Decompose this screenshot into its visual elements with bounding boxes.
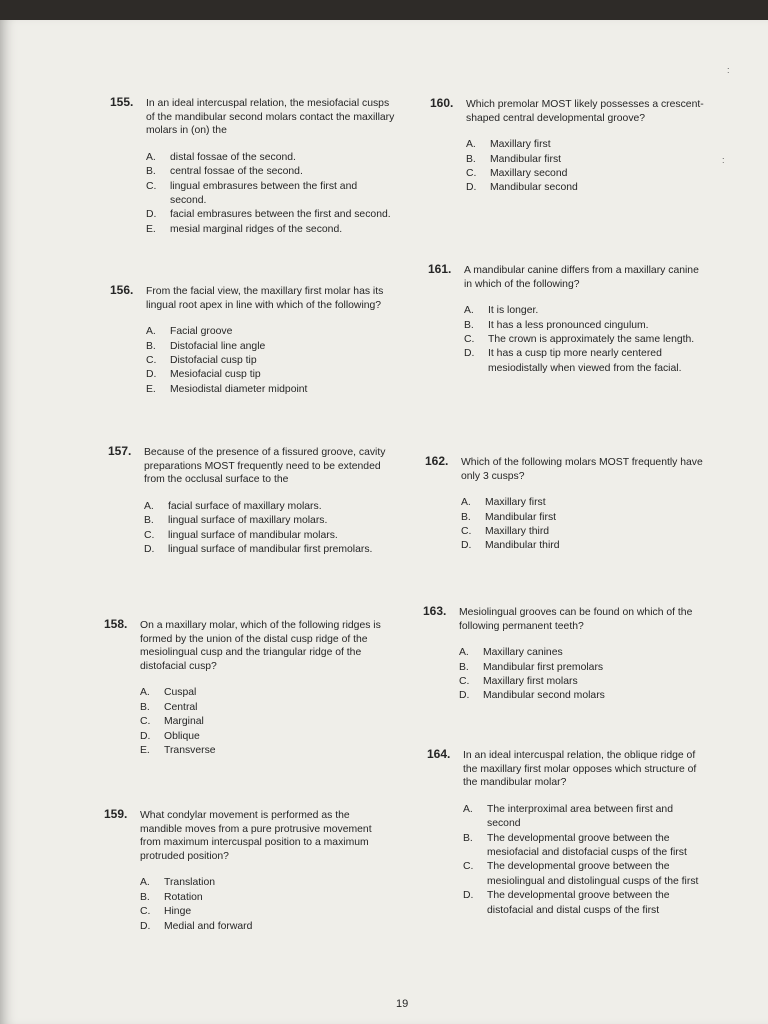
question-number: 163. — [423, 604, 447, 618]
option-list — [146, 151, 395, 237]
question-text: In an ideal intercuspal relation, the mesiofacial cusps of the mandibular second molars contact the maxillary molars in (on) the — [146, 98, 395, 137]
question-163 — [423, 606, 703, 704]
option-text: Mandibular second molars — [483, 690, 605, 702]
option-c — [140, 905, 394, 919]
question-text: In an ideal intercuspal relation, the oblique ridge of the maxillary first molar opposes which structure of the mandibular molar? — [463, 750, 697, 789]
option-text: mesial marginal ridges of the second. — [170, 223, 343, 235]
option-text: Oblique — [164, 730, 200, 742]
option-letter: A. — [461, 497, 471, 509]
option-b — [464, 319, 708, 333]
option-list — [466, 138, 705, 196]
option-letter: D. — [461, 540, 472, 552]
option-text: Facial groove — [170, 326, 233, 338]
option-text: Mandibular first — [485, 511, 557, 523]
option-d — [144, 543, 393, 557]
option-c — [146, 354, 395, 368]
question-number: 159. — [104, 807, 128, 821]
question-number: 162. — [425, 454, 449, 468]
option-d — [463, 889, 709, 918]
option-letter: C. — [459, 676, 470, 687]
option-text: The crown is approximately the same length. — [488, 334, 695, 345]
option-letter: D. — [140, 730, 151, 742]
option-text: Transverse — [164, 745, 216, 756]
option-a — [466, 138, 705, 152]
option-text: distal fossae of the second. — [170, 151, 296, 163]
question-161 — [428, 264, 708, 376]
option-text: It has a cusp tip more nearly centered mesiodistally when viewed from the facial. — [488, 348, 682, 374]
option-c — [461, 525, 705, 539]
option-b — [146, 340, 395, 354]
option-a — [140, 876, 394, 890]
option-b — [140, 701, 394, 715]
option-letter: B. — [144, 515, 154, 527]
option-list — [463, 803, 709, 918]
option-letter: B. — [459, 661, 469, 673]
option-text: central fossae of the second. — [170, 166, 303, 178]
question-158 — [104, 619, 394, 758]
option-list — [146, 325, 395, 397]
option-text: Mandibular third — [485, 540, 560, 552]
question-number: 156. — [110, 283, 134, 297]
option-text: Distofacial line angle — [170, 340, 266, 352]
option-a — [146, 151, 395, 165]
question-text: Which of the following molars MOST frequently have only 3 cusps? — [461, 457, 703, 482]
option-text: Maxillary first — [490, 139, 551, 151]
page-number: 19 — [396, 998, 409, 1010]
option-letter: A. — [140, 877, 150, 889]
option-c — [463, 860, 709, 889]
question-156 — [110, 285, 395, 397]
question-159 — [104, 809, 394, 934]
option-letter: C. — [146, 355, 157, 366]
option-text: Maxillary first molars — [483, 676, 578, 687]
option-text: Mandibular second — [490, 182, 578, 194]
option-b — [140, 891, 394, 905]
option-letter: A. — [146, 326, 156, 338]
option-letter: A. — [464, 305, 474, 317]
question-number: 161. — [428, 262, 452, 276]
option-text: It is longer. — [488, 305, 539, 317]
question-number: 158. — [104, 617, 128, 631]
question-160 — [430, 98, 705, 196]
option-text: The developmental groove between the mesiolingual and distolingual cusps of the first — [487, 861, 699, 887]
option-text: lingual surface of maxillary molars. — [168, 515, 328, 527]
option-d — [146, 368, 395, 382]
option-list — [140, 686, 394, 758]
option-letter: C. — [461, 526, 472, 537]
option-a — [144, 500, 393, 514]
option-letter: D. — [146, 369, 157, 381]
option-a — [140, 686, 394, 700]
option-letter: A. — [459, 647, 469, 659]
option-text: Maxillary canines — [483, 647, 563, 659]
option-letter: A. — [140, 687, 150, 699]
option-letter: D. — [146, 209, 157, 221]
option-text: It has a less pronounced cingulum. — [488, 319, 649, 331]
question-text: What condylar movement is performed as the mandible moves from a pure protrusive movement from maximum intercuspal position to a maximum protruded position? — [140, 810, 372, 862]
option-letter: E. — [140, 745, 150, 756]
option-text: lingual embrasures between the first and second. — [170, 180, 358, 206]
question-number: 157. — [108, 444, 132, 458]
option-letter: C. — [140, 716, 151, 728]
question-text: Because of the presence of a fissured groove, cavity preparations MOST frequently need to be extended from the occlusal surface to the — [144, 447, 386, 486]
option-e — [146, 223, 395, 237]
option-c — [144, 529, 393, 543]
option-letter: B. — [146, 166, 156, 178]
option-letter: A. — [466, 139, 476, 151]
option-letter: B. — [140, 701, 150, 713]
option-letter: D. — [466, 182, 477, 194]
option-text: The developmental groove between the distofacial and distal cusps of the first — [487, 890, 670, 916]
option-b — [146, 165, 395, 179]
question-text: A mandibular canine differs from a maxillary canine in which of the following? — [464, 265, 699, 290]
option-c — [466, 167, 705, 181]
option-list — [464, 304, 708, 376]
question-text: Which premolar MOST likely possesses a crescent-shaped central developmental groove? — [466, 99, 704, 124]
option-text: lingual surface of mandibular first premolars. — [168, 544, 373, 555]
option-d — [459, 689, 703, 703]
option-text: facial surface of maxillary molars. — [168, 500, 322, 512]
option-letter: C. — [463, 861, 474, 873]
option-b — [461, 511, 705, 525]
scan-speck: : — [722, 155, 725, 165]
option-letter: B. — [466, 153, 476, 165]
option-text: Hinge — [164, 906, 192, 918]
option-a — [463, 803, 709, 832]
option-letter: B. — [461, 511, 471, 523]
question-162 — [425, 456, 705, 554]
option-letter: A. — [146, 151, 156, 163]
option-text: The interproximal area between first and second — [487, 803, 673, 830]
option-b — [463, 832, 709, 861]
option-text: Translation — [164, 877, 216, 889]
option-b — [144, 514, 393, 528]
option-text: facial embrasures between the first and second. — [170, 209, 391, 221]
option-e — [140, 744, 394, 758]
option-letter: A. — [144, 500, 154, 512]
question-164 — [427, 749, 709, 918]
question-number: 164. — [427, 747, 451, 761]
option-letter: A. — [463, 803, 473, 815]
option-letter: C. — [144, 529, 155, 541]
option-letter: D. — [463, 890, 474, 902]
option-text: Central — [164, 701, 198, 713]
option-letter: B. — [464, 319, 474, 331]
option-d — [461, 539, 705, 553]
option-letter: C. — [464, 334, 475, 345]
scan-speck: : — [727, 65, 730, 75]
option-d — [140, 920, 394, 934]
option-list — [144, 500, 393, 558]
option-text: Rotation — [164, 891, 203, 903]
option-a — [461, 496, 705, 510]
question-number: 160. — [430, 96, 454, 110]
option-letter: D. — [140, 920, 151, 932]
question-text: Mesiolingual grooves can be found on which of the following permanent teeth? — [459, 607, 693, 632]
option-text: Mesiodistal diameter midpoint — [170, 383, 308, 395]
option-text: Mesiofacial cusp tip — [170, 369, 261, 381]
option-d — [466, 181, 705, 195]
option-d — [140, 730, 394, 744]
option-d — [146, 208, 395, 222]
option-letter: C. — [466, 168, 477, 179]
option-letter: B. — [463, 832, 473, 844]
question-text: From the facial view, the maxillary first molar has its lingual root apex in line with which of the following? — [146, 286, 384, 311]
option-a — [146, 325, 395, 339]
option-c — [464, 333, 708, 347]
exam-page — [0, 20, 768, 1024]
option-a — [464, 304, 708, 318]
option-text: Maxillary second — [490, 168, 568, 179]
option-b — [459, 661, 703, 675]
option-letter: E. — [146, 223, 156, 235]
option-e — [146, 383, 395, 397]
option-text: Maxillary third — [485, 526, 550, 537]
option-a — [459, 646, 703, 660]
option-list — [461, 496, 705, 554]
option-text: The developmental groove between the mesiofacial and distofacial cusps of the first — [487, 832, 687, 858]
question-text: On a maxillary molar, which of the following ridges is formed by the union of the distal cusp ridge of the mesiolingual cusp and the triangular ridge of the distofacial cusp? — [140, 620, 381, 672]
option-letter: C. — [146, 180, 157, 192]
option-text: Medial and forward — [164, 920, 253, 932]
option-c — [146, 180, 395, 209]
option-c — [140, 715, 394, 729]
option-letter: E. — [146, 383, 156, 395]
option-letter: D. — [459, 690, 470, 702]
option-letter: B. — [146, 340, 156, 352]
option-letter: C. — [140, 906, 151, 918]
option-text: lingual surface of mandibular molars. — [168, 529, 338, 541]
option-text: Mandibular first — [490, 153, 562, 165]
option-letter: B. — [140, 891, 150, 903]
question-155 — [110, 97, 395, 237]
option-text: Maxillary first — [485, 497, 546, 509]
option-list — [140, 876, 394, 934]
option-b — [466, 153, 705, 167]
option-text: Cuspal — [164, 687, 197, 699]
option-text: Distofacial cusp tip — [170, 355, 257, 366]
option-letter: D. — [464, 348, 475, 360]
option-list — [459, 646, 703, 704]
question-157 — [108, 446, 393, 557]
option-letter: D. — [144, 544, 155, 555]
question-number: 155. — [110, 95, 134, 109]
option-text: Marginal — [164, 716, 204, 728]
option-c — [459, 675, 703, 689]
option-text: Mandibular first premolars — [483, 661, 604, 673]
option-d — [464, 347, 708, 376]
